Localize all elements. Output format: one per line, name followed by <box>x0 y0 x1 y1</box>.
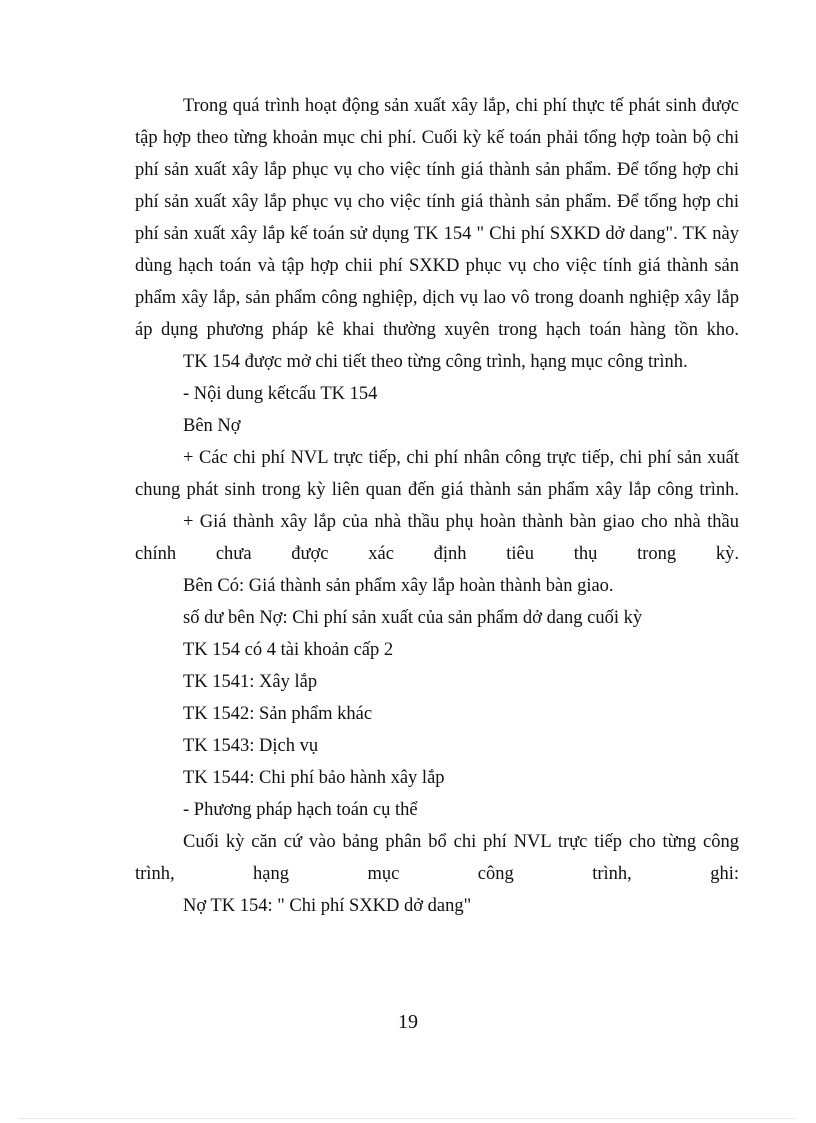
paragraph-overview: Trong quá trình hoạt động sản xuất xây lắp, chi phí thực tế phát sinh được tập hợp theo từng khoản mục chi phí. Cuối kỳ kế toán phải tổng hợp toàn bộ chi phí sản xuất xây lắp phục vụ cho việc tính giá thành sản phẩm. Để tổng hợp chi phí sản xuất xây lắp phục vụ cho việc tính giá thành sản phẩm. Để tổng hợp chi phí sản xuất xây lắp kế toán sử dụng TK 154 " Chi phí SXKD dở dang". TK này dùng hạch toán và tập hợp chii phí SXKD phục vụ cho việc tính giá thành sản phẩm xây lắp, sản phẩm công nghiệp, dịch vụ lao vô trong doanh nghiệp xây lắp áp dụng phương pháp kê khai thường xuyên trong hạch toán hàng tồn kho. <box>135 96 739 340</box>
line-method: - Phương pháp hạch toán cụ thể <box>183 800 418 820</box>
paragraph-debit-subcontractor: + Giá thành xây lắp của nhà thầu phụ hoàn thành bàn giao cho nhà thầu chính chưa được xác định tiêu thụ trong kỳ. <box>135 512 739 564</box>
line-content-structure: - Nội dung kếtcấu TK 154 <box>183 384 378 404</box>
page-number: 19 <box>398 1011 418 1033</box>
footer-divider <box>20 1118 796 1119</box>
line-debit-balance: số dư bên Nợ: Chi phí sản xuất của sản phẩm dở dang cuối kỳ <box>183 608 643 628</box>
line-tk1544: TK 1544: Chi phí bảo hành xây lắp <box>183 768 445 788</box>
line-tk1541: TK 1541: Xây lắp <box>183 672 318 692</box>
line-sub-accounts: TK 154 có 4 tài khoản cấp 2 <box>183 640 394 660</box>
paragraph-method: Cuối kỳ căn cứ vào bảng phân bổ chi phí NVL trực tiếp cho từng công trình, hạng mục công trình, ghi: <box>135 832 739 884</box>
line-debit-side: Bên Nợ <box>183 416 241 436</box>
line-credit-side: Bên Có: Giá thành sản phẩm xây lắp hoàn thành bàn giao. <box>183 576 614 596</box>
line-tk1542: TK 1542: Sản phẩm khác <box>183 704 373 724</box>
paragraph-debit-costs: + Các chi phí NVL trực tiếp, chi phí nhân công trực tiếp, chi phí sản xuất chung phát sinh trong kỳ liên quan đến giá thành sản phẩm xây lắp công trình. <box>135 448 739 500</box>
line-tk1543: TK 1543: Dịch vụ <box>183 736 319 756</box>
line-journal-entry: Nợ TK 154: " Chi phí SXKD dở dang" <box>183 896 472 916</box>
document-body <box>135 90 739 922</box>
line-tk154-detail: TK 154 được mở chi tiết theo từng công trình, hạng mục công trình. <box>183 352 688 372</box>
